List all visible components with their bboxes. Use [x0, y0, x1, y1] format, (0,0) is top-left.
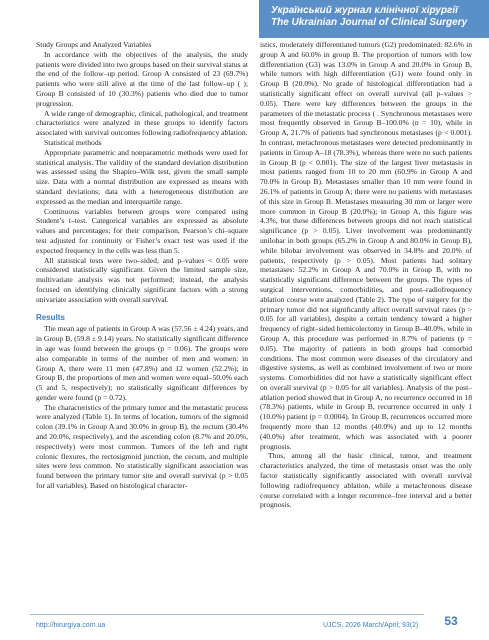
journal-title-english: The Ukrainian Journal of Clinical Surgery — [271, 17, 468, 28]
results-heading: Results — [36, 312, 65, 322]
paragraph-continuous-variables: Continuous variables between groups were compared using Student’s t–test. Categorical variables are expressed as absolute values and percentages; for their comparison, Pearson’s chi–square test adjusted for continuity or Fisher’s exact test was used if the expected frequency in the cells was less than 5. — [36, 206, 248, 255]
journal-url-link[interactable]: http://hirurgiya.com.ua — [36, 622, 106, 629]
paragraph-statistical-methods: Appropriate parametric and nonparametric methods were used for statistical analysis. The validity of the standard deviation distribution was assessed using the Shapiro–Wilk test, given the small sample size. Data with a normal distribution are expressed as means with standard deviations; data with a heterogeneous distribution are expressed as the median and interquartile range. — [36, 147, 248, 206]
page-number: 53 — [444, 614, 458, 628]
right-column — [260, 40, 472, 510]
paragraph-primary-tumor: The characteristics of the primary tumor and the metastatic process were analyzed (Table 1). In terms of location, tumors of the sigmoid colon (39.1% in Group A and 30.0% in group B), the rectum (30.4% and 20.0%, respectively), and the ascending colon (8.7% and 20.0%, respectively) were most common. Tumors of the left and right colonic flexures, the rectosigmoid junction, the cecum, and multiple sites were less common. No statistically significant association was found between the primary tumor site and overall survival (p > 0.05 for all variables). Based on histological character- — [36, 402, 248, 491]
paragraph-histology-metastasis: istics, moderately differentiated tumors (G2) predominated: 82.6% in group A and 60.0% in group B. The proportion of tumors with low differentiation (G3) was 13.0% in Group A and 20.0% in Group B, while tumors with high differentiation (G1) were found only in Group B (20.0%). No grade of histological differentiation had a statistically significant effect on overall survival (all p–values > 0.05). There were key differences between the groups in the parameters of the metastatic process ( . Synchronous metastases were most frequently observed in Group B–100.0% (n = 10), while in Group A, 21.7% of patients had synchronous metastases (p < 0.001). In contrast, metachronous metastases were detected predominantly in patients in Group A–18 (78.3%), whereas there were no such patients in Group B (p < 0.001). The size of the largest liver metastasis in most patients ranged from 10 to 20 mm (60.9% in Group A and 70.0% in Group B). Metastases smaller than 10 mm were found in 26.1% of patients in Group A; there were no patients with metastases of this size in Group B. Metastases measuring 30 mm or larger were more common in Group B (20.0%); in Group A, this figure was 4.3%, but these differences between groups did not reach statistical significance (p > 0.05). Liver involvement was predominantly unilobar in both groups (65.2% in Group A and 80.0% in Group B), while bilobar involvement was observed in 34.8% and 20.0% of patients, respectively (p > 0.05). Most patients had solitary metastases: 52.2% in Group A and 70.0% in Group B, with no statistically significant difference between the groups. The types of surgical interventions, comorbidities, and post–radiofrequency ablation course were analyzed (Table 2). The type of surgery for the primary tumor did not significantly affect overall survival rates (p > 0.05 for all variables), despite a certain tendency toward a higher frequency of right–sided hemicolectomy in Group B–40.0%, while in Group A, this procedure was performed in 8.7% of patients (p = 0.05). The majority of patients in both groups had comorbid conditions. The most common were diseases of the circulatory and digestive systems, as well as combined involvement of two or more systems. Comorbidities did not have a statistically significant effect on overall survival (p > 0.05 for all variables). Analysis of the post–ablation period showed that in Group A, no recurrence occurred in 18 (78.3%) patients, while in Group B, recurrence occurred in only 1 (10.0%) patient (p = 0.0004). In Group B, recurrences occurred more frequently more than 12 months (40.0%) and up to 12 months (40.0%) after treatment, which was associated with a poorer prognosis. — [260, 40, 472, 451]
paragraph-age-gender: The mean age of patients in Group A was (57.56 ± 4.24) years, and in Group B, (59.8 ± 9.14) years. No statistically significant difference in age was found between the groups (p = 0.06). The groups were also comparable in terms of the number of men and women: in Group A, there were 11 men (47.8%) and 12 women (52.2%); in Group B, the proportions of men and women were equal–50.0% each (5 and 5, respectively); no statistically significant differences by gender were found (p = 0.72). — [36, 324, 248, 402]
paragraph-study-groups: In accordance with the objectives of the analysis, the study patients were divided into two groups based on their survival status at the end of the follow–up period. Group A consisted of 23 (69.7%) patients who were still alive at the time of the last follow–up ( ); Group B consisted of 10 (30.3%) patients who died due to tumor progression. — [36, 49, 248, 108]
paragraph-conclusion: Thus, among all the basic clinical, tumor, and treatment characteristics analyzed, the time of metastasis onset was the only factor statistically significantly associated with overall survival following radiofrequency ablation, while a metachronous disease course correlated with a longer recurrence–free interval and a better prognosis. — [260, 451, 472, 510]
journal-title-ukrainian: Український журнал клінічної хірургії — [271, 5, 458, 16]
section-heading-study-groups: Study Groups and Analyzed Variables — [36, 40, 152, 49]
left-column — [36, 40, 248, 491]
issue-citation: UJCS, 2026 March/April; 93(2) — [323, 622, 419, 629]
footer-divider — [30, 614, 424, 615]
paragraph-characteristics: A wide range of demographic, clinical, pathological, and treatment characteristics were analyzed in these groups to identify factors associated with survival outcomes following radiofrequency ablation. — [36, 108, 248, 138]
journal-header — [259, 0, 489, 38]
paragraph-statistical-tests: All statistical tests were two–sided, and p–values < 0.05 were considered statistically significant. Given the limited sample size, multivariate analysis was not performed; instead, the analysis focused on identifying clinically significant factors with a strong univariate association with overall survival. — [36, 255, 248, 304]
page-footer — [0, 608, 489, 640]
section-heading-statistical-methods: Statistical methods — [44, 137, 102, 147]
